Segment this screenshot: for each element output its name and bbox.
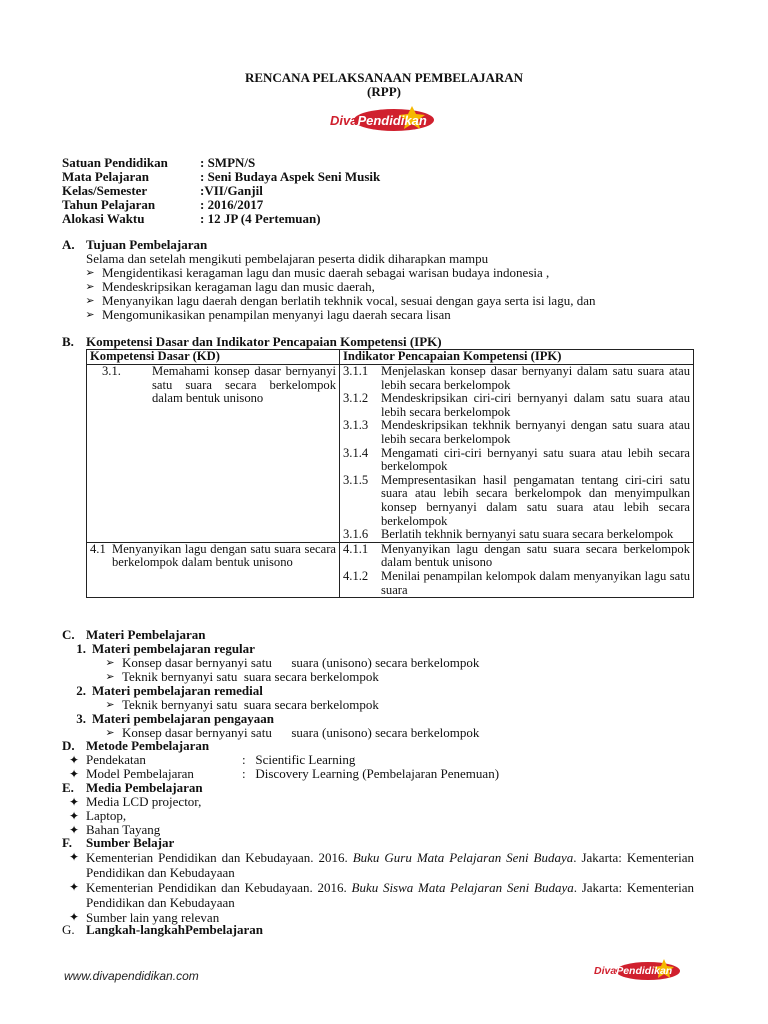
identity-row: Tahun Pelajaran : 2016/2017: [62, 197, 264, 212]
list-item: ➢ Konsep dasar bernyanyi satu suara (unisono) secara berkelompok: [62, 726, 479, 740]
section-heading: F. Sumber Belajar: [62, 835, 175, 850]
document-title: RENCANA PELAKSANAAN PEMBELAJARAN: [244, 70, 524, 85]
star-bullet-icon: ✦: [68, 795, 80, 809]
table-row: [87, 542, 694, 597]
identity-row: Alokasi Waktu : 12 JP (4 Pertemuan): [62, 211, 321, 226]
list-item: ✦ Kementerian Pendidikan dan Kebudayaan. 2016. Buku Guru Mata Pelajaran Seni Budaya. Jakarta: Kementerian Pendidikan dan Kebudayaan: [62, 850, 694, 880]
list-item: ➢ Mengomunikasikan penampilan menyanyi lagu daerah secara lisan: [62, 308, 702, 322]
section-heading: D. Metode Pembelajaran: [62, 738, 210, 753]
section-heading: A. Tujuan Pembelajaran: [62, 237, 208, 252]
star-bullet-icon: ✦: [68, 880, 80, 894]
list-item: ✦ Bahan Tayang: [62, 823, 203, 837]
list-item: ✦ Pendekatan : Scientific Learning: [62, 753, 499, 767]
section-heading: C. Materi Pembelajaran: [62, 627, 206, 642]
subsection-heading: 3. Materi pembelajaran pengayaan: [76, 711, 274, 726]
list-item: ➢ Konsep dasar bernyanyi satu suara (unisono) secara berkelompok: [62, 656, 479, 670]
list-item: ✦ Sumber lain yang relevan: [62, 910, 694, 925]
table-header-row: [87, 350, 694, 365]
arrow-bullet-icon: ➢: [105, 699, 115, 711]
list-item: ➢ Mengidentikasi keragaman lagu dan music daerah sebagai warisan budaya indonesia ,: [62, 266, 702, 280]
arrow-bullet-icon: ➢: [85, 295, 95, 307]
diva-pendidikan-logo: DivaPendidikan: [328, 104, 436, 134]
kd-ipk-table: [86, 349, 694, 598]
star-bullet-icon: ✦: [68, 910, 80, 924]
list-item: ✦ Laptop,: [62, 809, 203, 823]
list-item: ✦ Model Pembelajaran : Discovery Learning (Pembelajaran Penemuan): [62, 767, 499, 781]
column-header-kd: Kompetensi Dasar (KD): [87, 350, 340, 365]
star-bullet-icon: ✦: [68, 753, 80, 767]
identity-row: Satuan Pendidikan : SMPN/S: [62, 155, 256, 170]
section-sumber: [62, 836, 694, 925]
arrow-bullet-icon: ➢: [85, 281, 95, 293]
ipk-cell: [340, 542, 694, 597]
table-row: [87, 365, 694, 543]
section-media: [62, 781, 203, 837]
arrow-bullet-icon: ➢: [85, 267, 95, 279]
identity-block: [62, 156, 380, 226]
star-bullet-icon: ✦: [68, 823, 80, 837]
ipk-item: 3.1.3 Mendeskripsikan tekhnik bernyanyi dengan satu suara atau lebih secara berkelompok: [343, 418, 690, 446]
star-bullet-icon: ✦: [68, 767, 80, 781]
list-item: ✦ Kementerian Pendidikan dan Kebudayaan. 2016. Buku Siswa Mata Pelajaran Seni Budaya. Jakarta: Kementerian Pendidikan dan Kebudayaan: [62, 880, 694, 910]
footer-url[interactable]: www.divapendidikan.com: [64, 969, 199, 983]
kd-cell: 4.1 Menyanyikan lagu dengan satu suara secara berkelompok dalam bentuk unisono: [87, 542, 340, 597]
section-heading: B. Kompetensi Dasar dan Indikator Pencapaian Kompetensi (IPK): [62, 334, 442, 349]
star-bullet-icon: ✦: [68, 850, 80, 864]
document-subtitle: (RPP): [367, 84, 401, 99]
footer-logo: DivaPendidikan: [594, 958, 682, 982]
arrow-bullet-icon: ➢: [105, 657, 115, 669]
column-header-ipk: Indikator Pencapaian Kompetensi (IPK): [340, 350, 694, 365]
identity-row: Kelas/Semester :VII/Ganjil: [62, 183, 263, 198]
section-heading: E. Media Pembelajaran: [62, 780, 203, 795]
subsection-heading: 2. Materi pembelajaran remedial: [76, 683, 263, 698]
section-intro: Selama dan setelah mengikuti pembelajaran peserta didik diharapkan mampu: [86, 251, 489, 266]
ipk-cell: [340, 365, 694, 543]
list-item: ➢ Teknik bernyanyi satu suara secara berkelompok: [62, 698, 479, 712]
subsection-heading: 1. Materi pembelajaran regular: [76, 641, 255, 656]
arrow-bullet-icon: ➢: [105, 727, 115, 739]
section-materi: [62, 628, 479, 740]
ipk-item: 3.1.2 Mendeskripsikan ciri-ciri bernyanyi dalam satu suara atau lebih secara berkelompok: [343, 391, 690, 419]
arrow-bullet-icon: ➢: [105, 671, 115, 683]
ipk-item: 3.1.5 Mempresentasikan hasil pengamatan tentang ciri-ciri satu suara atau lebih secara berkelompok dan menyimpulkan konsep bernyanyi dalam satu suara atau lebih secara berkelompok: [343, 472, 690, 528]
identity-row: Mata Pelajaran : Seni Budaya Aspek Seni Musik: [62, 169, 381, 184]
ipk-item: 4.1.1 Menyanyikan lagu dengan satu suara secara berkelompok dalam bentuk unisono: [343, 541, 690, 570]
section-heading: G. Langkah-langkahPembelajaran: [62, 922, 263, 937]
section-kompetensi: [62, 335, 442, 349]
list-item: ✦ Media LCD projector,: [62, 795, 203, 809]
list-item: ➢ Menyanyikan lagu daerah dengan berlatih tekhnik vocal, sesuai dengan gaya serta isi lagu, dan: [62, 294, 702, 308]
ipk-item: 3.1.6 Berlatih tekhnik bernyanyi satu suara secara berkelompok: [343, 527, 674, 542]
ipk-item: 4.1.2 Menilai penampilan kelompok dalam menyanyikan lagu satu suara: [343, 568, 690, 597]
list-item: ➢ Teknik bernyanyi satu suara secara berkelompok: [62, 670, 479, 684]
star-bullet-icon: ✦: [68, 809, 80, 823]
ipk-item: 3.1.1 Menjelaskan konsep dasar bernyanyi dalam satu suara atau lebih secara berkelompok: [343, 364, 690, 392]
section-metode: [62, 739, 499, 781]
kd-cell: 3.1. Memahami konsep dasar bernyanyi satu suara secara berkelompok dalam bentuk unisono: [87, 365, 340, 543]
list-item: ➢ Mendeskripsikan keragaman lagu dan music daerah,: [62, 280, 702, 294]
ipk-item: 3.1.4 Mengamati ciri-ciri bernyanyi satu suara atau lebih secara berkelompok: [343, 445, 690, 474]
arrow-bullet-icon: ➢: [85, 309, 95, 321]
section-tujuan: [62, 238, 702, 322]
section-langkah: [62, 923, 263, 937]
